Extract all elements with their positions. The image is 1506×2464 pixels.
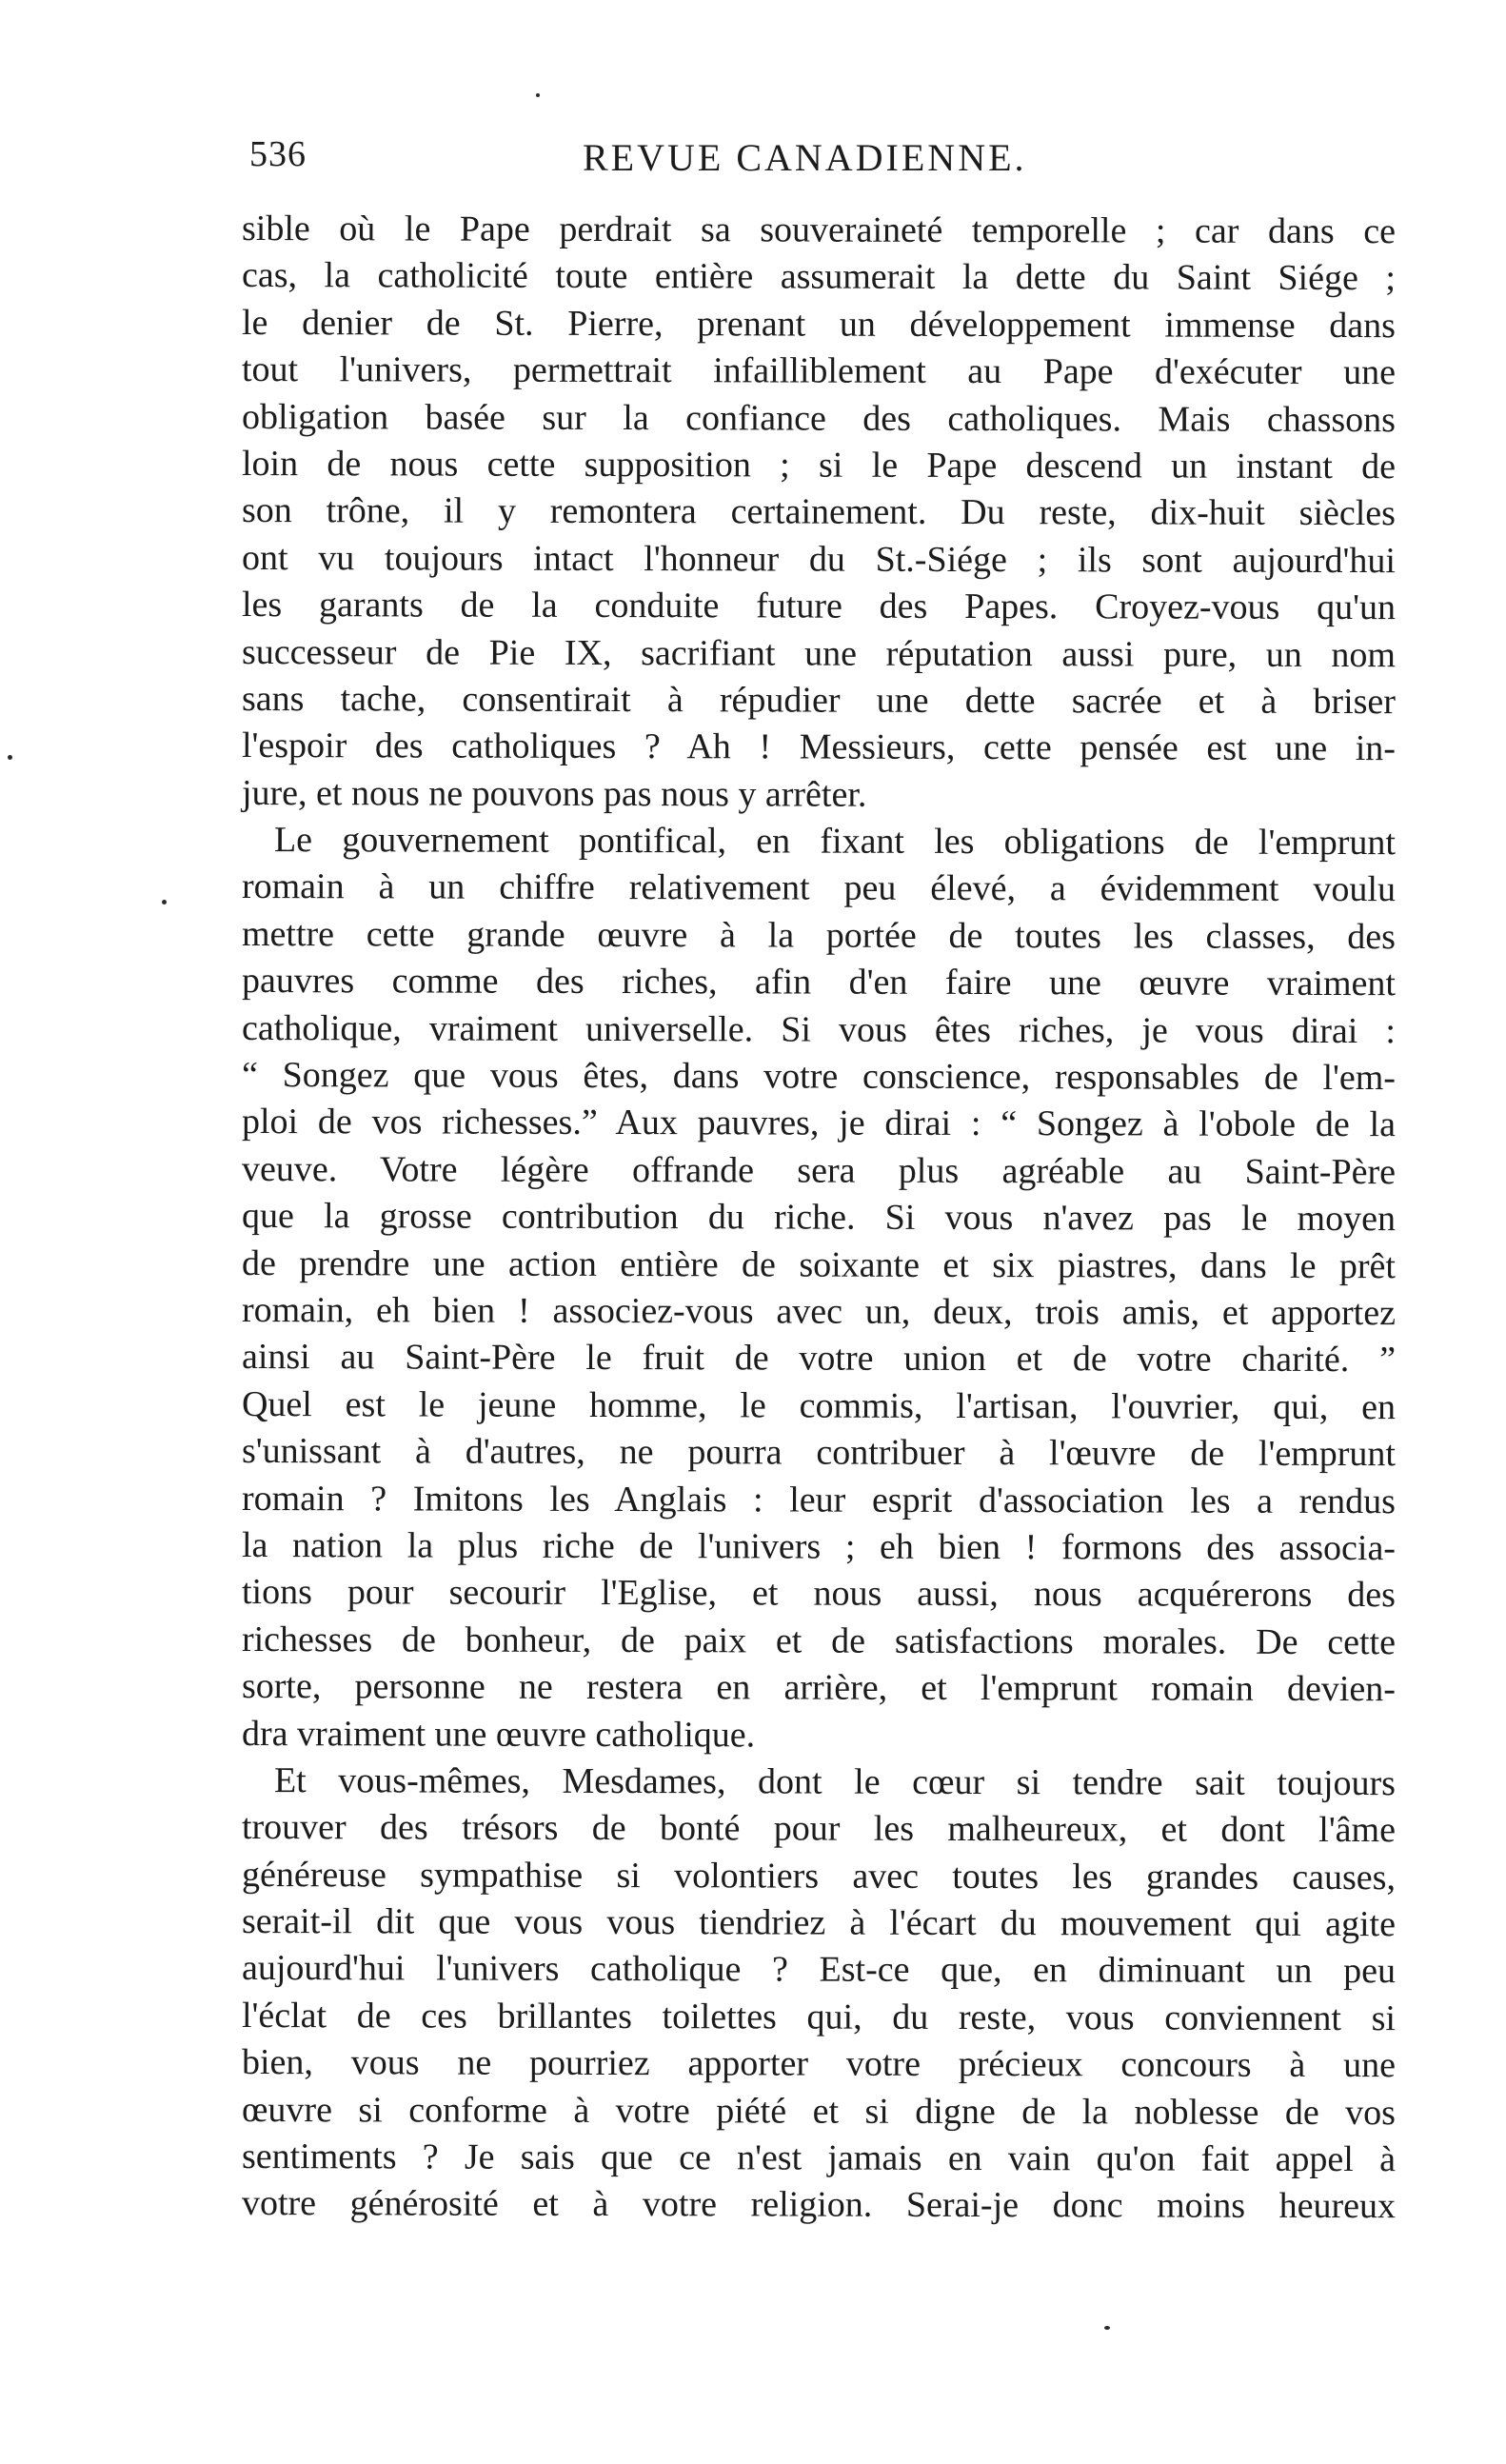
text-line: son trône, il y remontera certainement. Du reste, dix-huit siècles: [241, 490, 1397, 534]
print-speck: [536, 93, 540, 97]
text-line: Quel est le jeune homme, le commis, l'artisan, l'ouvrier, qui, en: [241, 1383, 1397, 1427]
text-line: serait-il dit que vous vous tiendriez à l'écart du mouvement qui agite: [241, 1901, 1397, 1945]
text-line: obligation basée sur la confiance des catholiques. Mais chassons: [241, 396, 1397, 440]
text-line: la nation la plus riche de l'univers ; eh bien ! formons des associa-: [241, 1524, 1397, 1569]
text-line: aujourd'hui l'univers catholique ? Est-ce que, en diminuant un peu: [241, 1948, 1397, 1992]
running-title: REVUE CANADIENNE.: [583, 136, 1027, 179]
text-line: mettre cette grande œuvre à la portée de toutes les classes, des: [241, 913, 1397, 958]
text-line: les garants de la conduite future des Papes. Croyez-vous qu'un: [241, 585, 1397, 628]
text-line: dra vraiment une œuvre catholique.: [241, 1713, 756, 1755]
text-line: le denier de St. Pierre, prenant un développement immense dans: [241, 302, 1397, 346]
text-line: trouver des trésors de bonté pour les malheureux, et dont l'âme: [241, 1807, 1397, 1851]
print-speck: [1104, 2326, 1110, 2330]
text-line: sentiments ? Je sais que ce n'est jamais en vain qu'on fait appel à: [241, 2136, 1397, 2180]
text-line: que la grosse contribution du riche. Si vous n'avez pas le moyen: [241, 1196, 1397, 1240]
text-line: œuvre si conforme à votre piété et si digne de la noblesse de vos: [241, 2089, 1397, 2133]
text-line: cas, la catholicité toute entière assumerait la dette du Saint Siége ;: [241, 255, 1397, 299]
text-line: de prendre une action entière de soixante et six piastres, dans le prêt: [241, 1242, 1397, 1286]
text-line: tions pour secourir l'Eglise, et nous aussi, nous acquérerons des: [241, 1572, 1397, 1616]
text-line: Le gouvernement pontifical, en fixant les obligations de l'emprunt: [273, 820, 1397, 864]
text-line: s'unissant à d'autres, ne pourra contribuer à l'œuvre de l'emprunt: [241, 1431, 1397, 1475]
text-line: richesses de bonheur, de paix et de satisfactions morales. De cette: [241, 1619, 1397, 1662]
text-line: ainsi au Saint-Père le fruit de votre union et de votre charité. ”: [241, 1337, 1397, 1381]
text-line: bien, vous ne pourriez apporter votre précieux concours à une: [241, 2042, 1397, 2086]
text-line: sans tache, consentirait à répudier une dette sacrée et à briser: [241, 678, 1397, 723]
text-line: ploi de vos richesses.” Aux pauvres, je dirai : “ Songez à l'obole de la: [241, 1102, 1397, 1145]
text-line: généreuse sympathise si volontiers avec toutes les grandes causes,: [241, 1854, 1397, 1898]
text-line: romain ? Imitons les Anglais : leur esprit d'association les a rendus: [241, 1478, 1397, 1521]
text-line: l'éclat de ces brillantes toilettes qui, du reste, vous conviennent si: [241, 1995, 1397, 2039]
text-line: loin de nous cette supposition ; si le Pape descend un instant de: [241, 443, 1397, 487]
text-line: ont vu toujours intact l'honneur du St.-Siége ; ils sont aujourd'hui: [241, 537, 1397, 581]
text-line: romain, eh bien ! associez-vous avec un, deux, trois amis, et apportez: [241, 1289, 1397, 1334]
text-line: catholique, vraiment universelle. Si vous êtes riches, je vous dirai :: [241, 1007, 1397, 1051]
text-line: tout l'univers, permettrait infailliblement au Pape d'exécuter une: [241, 349, 1397, 393]
text-line: votre générosité et à votre religion. Serai-je donc moins heureux: [241, 2183, 1397, 2227]
text-line: l'espoir des catholiques ? Ah ! Messieurs, cette pensée est une in-: [241, 725, 1397, 769]
text-line: sorte, personne ne restera en arrière, et l'emprunt romain devien-: [241, 1666, 1397, 1710]
page-number: 536: [249, 134, 307, 174]
text-line: “ Songez que vous êtes, dans votre conscience, responsables de l'em-: [241, 1055, 1397, 1099]
text-line: Et vous-mêmes, Mesdames, dont le cœur si tendre sait toujours: [273, 1759, 1397, 1804]
text-line: successeur de Pie IX, sacrifiant une réputation aussi pure, un nom: [241, 631, 1397, 675]
print-speck: [8, 755, 12, 760]
text-line: veuve. Votre légère offrande sera plus agréable au Saint-Père: [241, 1148, 1397, 1192]
print-speck: [162, 900, 167, 904]
body-text: [242, 206, 1396, 2228]
text-line: jure, et nous ne pouvons pas nous y arrêter.: [241, 772, 867, 815]
text-line: romain à un chiffre relativement peu élevé, a évidemment voulu: [241, 866, 1397, 910]
text-line: sible où le Pape perdrait sa souveraineté temporelle ; car dans ce: [241, 209, 1397, 252]
page-header: [249, 133, 1392, 190]
text-line: pauvres comme des riches, afin d'en faire une œuvre vraiment: [241, 961, 1397, 1004]
